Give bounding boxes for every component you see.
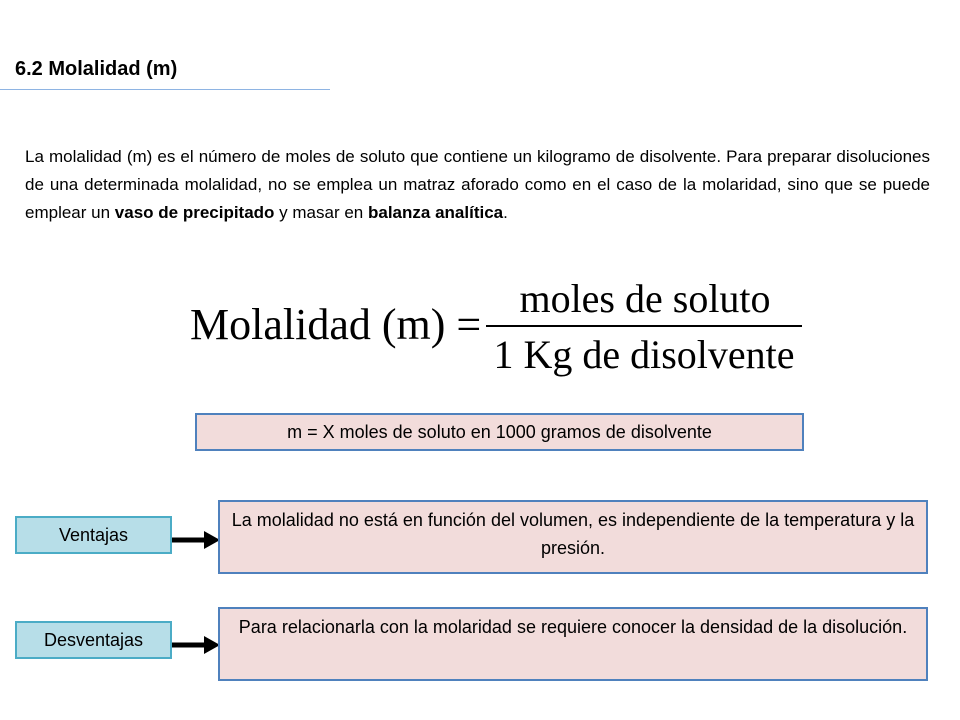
intro-paragraph	[25, 143, 930, 227]
disadvantages-box: Para relacionarla con la molaridad se requiere conocer la densidad de la disolución.	[218, 607, 928, 681]
advantages-box: La molalidad no está en función del volumen, es independiente de la temperatura y la presión.	[218, 500, 928, 574]
intro-text-1: La molalidad (m) es el número de moles de soluto que contiene un kilogramo de disolvente. Para preparar disoluciones de una determinada molalidad, no se emplea un matraz aforado como en el caso de la molaridad, sino que se puede emplear un	[25, 147, 930, 222]
formula-lhs: Molalidad (m) =	[190, 300, 482, 349]
intro-text-3: .	[503, 203, 508, 222]
arrow-right-icon	[172, 633, 220, 657]
formula-denominator: 1 Kg de disolvente	[493, 332, 795, 377]
intro-text-2: y masar en	[274, 203, 368, 222]
title-underline	[0, 89, 330, 90]
fraction-bar	[486, 325, 802, 327]
definition-box: m = X moles de soluto en 1000 gramos de disolvente	[195, 413, 804, 451]
intro-bold-2: balanza analítica	[368, 203, 504, 222]
formula-numerator: moles de soluto	[519, 276, 771, 321]
advantages-label: Ventajas	[15, 516, 172, 554]
molality-formula	[190, 275, 810, 385]
intro-bold-1: vaso de precipitado	[114, 203, 275, 222]
arrow-right-icon	[172, 528, 220, 552]
page-title: 6.2 Molalidad (m)	[15, 58, 178, 80]
disadvantages-label: Desventajas	[15, 621, 172, 659]
